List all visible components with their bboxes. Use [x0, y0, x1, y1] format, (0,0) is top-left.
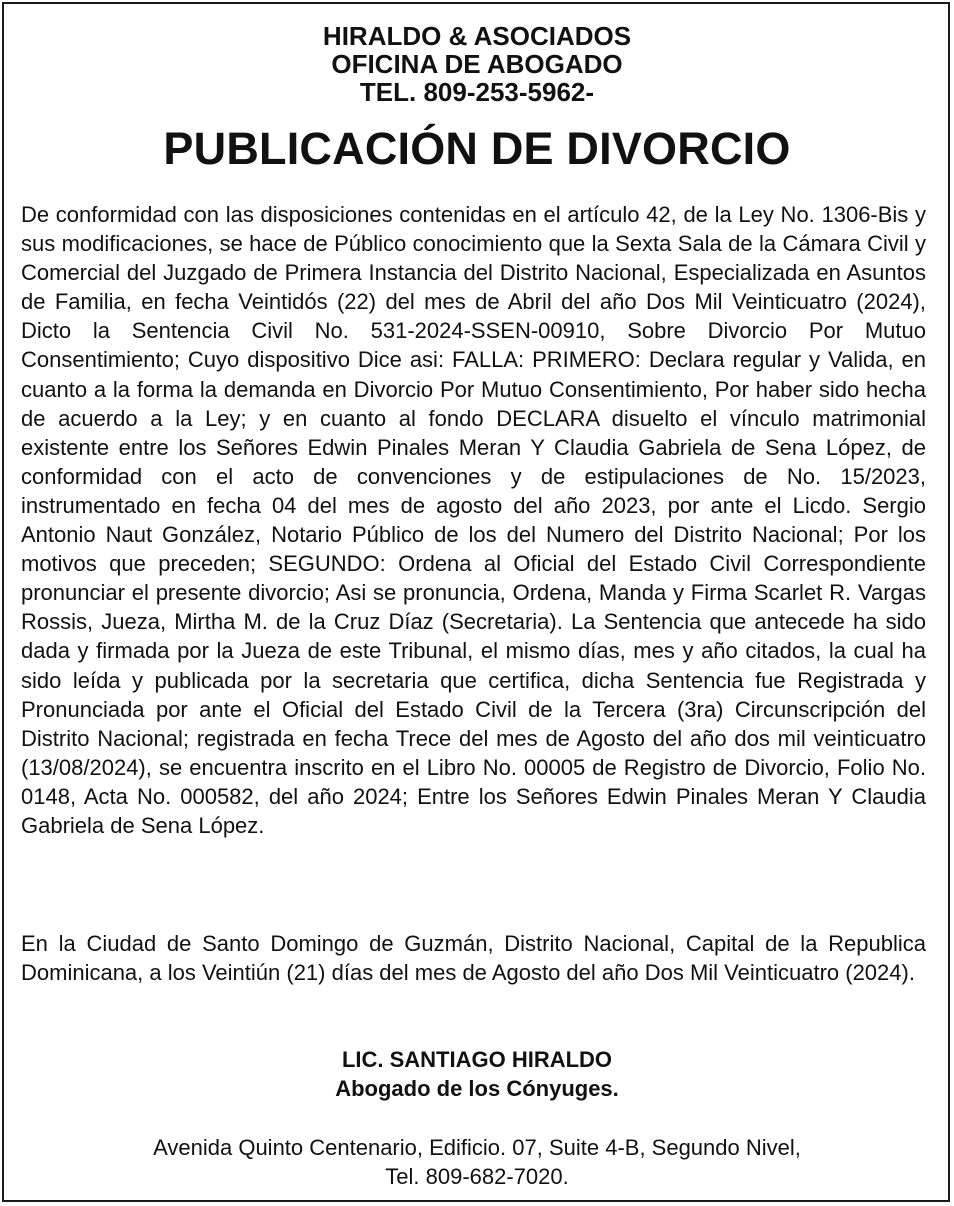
signature-block: [0, 1045, 954, 1103]
address-block: [0, 1133, 954, 1191]
notice-body-paragraph-1: De conformidad con las disposiciones contenidas en el artículo 42, de la Ley No. 1306-Bis y sus modificaciones, se hace de Público conocimiento que la Sexta Sala de la Cámara Civil y Comercial del Juzgado de Primera Instancia del Distrito Nacional, Especializada en Asuntos de Familia, en fecha Veintidós (22) del mes de Abril del año Dos Mil Veinticuatro (2024), Dicto la Sentencia Civil No. 531-2024-SSEN-00910, Sobre Divorcio Por Mutuo Consentimiento; Cuyo dispositivo Dice asi: FALLA: PRIMERO: Declara regular y Valida, en cuanto a la forma la demanda en Divorcio Por Mutuo Consentimiento, Por haber sido hecha de acuerdo a la Ley; y en cuanto al fondo DECLARA disuelto el vínculo matrimonial existente entre los Señores Edwin Pinales Meran Y Claudia Gabriela de Sena López, de conformidad con el acto de convenciones y de estipulaciones de No. 15/2023, instrumentado en fecha 04 del mes de agosto del año 2023, por ante el Licdo. Sergio Antonio Naut González, Notario Público de los del Numero del Distrito Nacional; Por los motivos que preceden; SEGUNDO: Ordena al Oficial del Estado Civil Correspondiente pronunciar el presente divorcio; Asi se pronuncia, Ordena, Manda y Firma Scarlet R. Vargas Rossis, Jueza, Mirtha M. de la Cruz Díaz (Secretaria). La Sentencia que antecede ha sido dada y firmada por la Jueza de este Tribunal, el mismo días, mes y año citados, la cual ha sido leída y publicada por la secretaria que certifica, dicha Sentencia fue Registrada y Pronunciada por ante el Oficial del Estado Civil de la Tercera (3ra) Circunscripción del Distrito Nacional; registrada en fecha Trece del mes de Agosto del año dos mil veinticuatro (13/08/2024), se encuentra inscrito en el Libro No. 00005 de Registro de Divorcio, Folio No. 0148, Acta No. 000582, del año 2024; Entre los Señores Edwin Pinales Meran Y Claudia Gabriela de Sena López.: [21, 202, 926, 838]
firm-header: [0, 22, 954, 106]
address-phone: Tel. 809-682-7020.: [385, 1164, 569, 1189]
signer-role: Abogado de los Cónyuges.: [335, 1076, 619, 1101]
address-line: Avenida Quinto Centenario, Edificio. 07, Suite 4-B, Segundo Nivel,: [153, 1135, 801, 1160]
notice-title: PUBLICACIÓN DE DIVORCIO: [163, 123, 791, 174]
office-name: OFICINA DE ABOGADO: [331, 49, 623, 79]
notice-body-paragraph-2: En la Ciudad de Santo Domingo de Guzmán, Distrito Nacional, Capital de la Republica Dominicana, a los Veintiún (21) días del mes de Agosto del año Dos Mil Veinticuatro (2024).: [21, 931, 926, 986]
signer-name: LIC. SANTIAGO HIRALDO: [341, 1047, 613, 1072]
firm-phone: TEL. 809-253-5962-: [359, 77, 595, 107]
firm-name: HIRALDO & ASOCIADOS: [322, 21, 632, 51]
